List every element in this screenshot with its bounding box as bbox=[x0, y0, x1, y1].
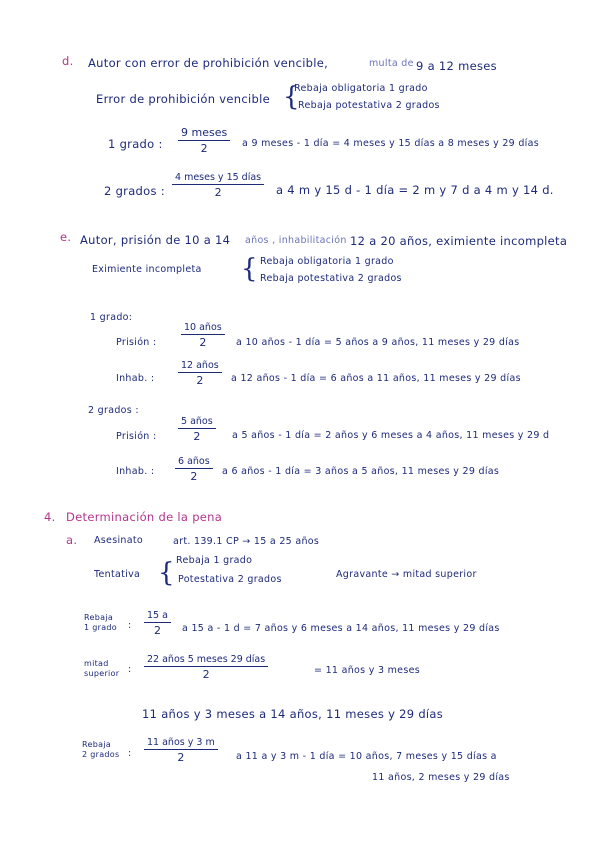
e-g1-prision-fraction bbox=[181, 322, 225, 349]
d-g2-label: 2 grados : bbox=[104, 184, 165, 198]
s4-rebaja2-result-2: 11 años, 2 meses y 29 días bbox=[372, 772, 510, 783]
e-g1-heading: 1 grado: bbox=[90, 312, 133, 323]
s4-mitad-result: = 11 años y 3 meses bbox=[314, 665, 420, 676]
e-g2-prision-result: a 5 años - 1 día = 2 años y 6 meses a 4 años, 11 meses y 29 d bbox=[232, 430, 550, 441]
d-g1-result: a 9 meses - 1 día = 4 meses y 15 días a 8 meses y 29 días bbox=[242, 138, 539, 149]
e-g2-inhab-num: 6 años bbox=[175, 456, 213, 469]
e-g2-heading: 2 grados : bbox=[88, 405, 139, 416]
e-g2-prision-label: Prisión : bbox=[116, 431, 157, 442]
e-g2-inhab-fraction bbox=[175, 456, 213, 483]
s4-mitad-den: 2 bbox=[202, 668, 210, 681]
s4-option-2: Potestativa 2 grados bbox=[178, 574, 282, 585]
e-g2-inhab-den: 2 bbox=[190, 470, 198, 483]
e-g2-prision-fraction bbox=[178, 416, 216, 443]
s4-rebaja1-num: 15 a bbox=[144, 610, 171, 623]
d-g1-den: 2 bbox=[200, 142, 208, 155]
d-title: Autor con error de prohibición vencible, bbox=[88, 56, 329, 70]
s4-tentativa-label: Tentativa bbox=[94, 569, 141, 580]
s4-number: 4. bbox=[44, 510, 56, 524]
s4-rebaja1-label-2: 1 grado bbox=[84, 623, 117, 632]
e-g2-prision-den: 2 bbox=[193, 430, 201, 443]
e-letter: e. bbox=[60, 230, 72, 244]
s4-agravante: Agravante → mitad superior bbox=[336, 569, 477, 580]
s4-a-article: art. 139.1 CP → 15 a 25 años bbox=[173, 536, 320, 547]
e-g1-inhab-fraction bbox=[178, 360, 222, 387]
e-option-1: Rebaja obligatoria 1 grado bbox=[260, 256, 394, 267]
s4-rebaja2-result-1: a 11 a y 3 m - 1 día = 10 años, 7 meses y 15 días a bbox=[236, 751, 497, 762]
s4-rebaja2-fraction bbox=[144, 737, 218, 764]
s4-rebaja2-colon: : bbox=[128, 748, 132, 759]
e-g1-inhab-num: 12 años bbox=[178, 360, 222, 373]
s4-a-letter: a. bbox=[66, 533, 78, 547]
e-g1-prision-den: 2 bbox=[199, 336, 207, 349]
s4-a-crime: Asesinato bbox=[94, 535, 143, 546]
e-title-inhab: años , inhabilitación bbox=[245, 235, 347, 246]
s4-option-1: Rebaja 1 grado bbox=[176, 555, 253, 566]
e-eximiente-label: Eximiente incompleta bbox=[92, 264, 202, 275]
s4-rebaja1-label-1: Rebaja bbox=[84, 613, 114, 622]
s4-mitad-fraction bbox=[144, 654, 268, 681]
e-g1-prision-result: a 10 años - 1 día = 5 años a 9 años, 11 meses y 29 días bbox=[236, 337, 520, 348]
s4-rebaja1-result: a 15 a - 1 d = 7 años y 6 meses a 14 años, 11 meses y 29 días bbox=[182, 623, 500, 634]
d-brace: { bbox=[283, 82, 300, 112]
e-g2-inhab-result: a 6 años - 1 día = 3 años a 5 años, 11 meses y 29 días bbox=[222, 466, 500, 477]
d-g1-label: 1 grado : bbox=[108, 137, 163, 151]
s4-rebaja2-num: 11 años y 3 m bbox=[144, 737, 218, 750]
d-title-range: 9 a 12 meses bbox=[416, 59, 497, 73]
e-g1-prision-label: Prisión : bbox=[116, 337, 157, 348]
e-g2-prision-num: 5 años bbox=[178, 416, 216, 429]
d-g2-result: a 4 m y 15 d - 1 día = 2 m y 7 d a 4 m y 14 d. bbox=[276, 183, 554, 197]
s4-mitad-label-1: mitad bbox=[84, 659, 109, 668]
e-g2-inhab-label: Inhab. : bbox=[116, 466, 155, 477]
d-g1-num: 9 meses bbox=[178, 126, 230, 141]
s4-rebaja2-label-2: 2 grados bbox=[82, 750, 120, 759]
s4-rebaja2-den: 2 bbox=[177, 751, 185, 764]
d-g2-den: 2 bbox=[214, 186, 222, 199]
s4-heading: Determinación de la pena bbox=[66, 510, 223, 524]
d-error-label: Error de prohibición vencible bbox=[96, 92, 270, 106]
s4-mitad-num: 22 años 5 meses 29 días bbox=[144, 654, 268, 667]
d-g2-fraction bbox=[172, 172, 264, 199]
d-g1-fraction bbox=[178, 126, 230, 155]
e-title-range: 12 a 20 años, eximiente incompleta bbox=[350, 234, 568, 248]
e-g1-inhab-den: 2 bbox=[196, 374, 204, 387]
s4-mitad-label-2: superior bbox=[84, 669, 120, 678]
s4-brace: { bbox=[158, 558, 175, 588]
d-option-1: Rebaja obligatoria 1 grado bbox=[294, 83, 428, 94]
d-title-multa: multa de bbox=[369, 58, 414, 69]
e-option-2: Rebaja potestativa 2 grados bbox=[260, 273, 402, 284]
d-option-2: Rebaja potestativa 2 grados bbox=[298, 100, 440, 111]
s4-mitad-colon: : bbox=[128, 664, 132, 675]
d-g2-num: 4 meses y 15 días bbox=[172, 172, 264, 185]
s4-rebaja1-colon: : bbox=[128, 620, 132, 631]
e-brace: { bbox=[241, 254, 258, 284]
e-title: Autor, prisión de 10 a 14 bbox=[80, 233, 231, 247]
e-g1-inhab-result: a 12 años - 1 día = 6 años a 11 años, 11 meses y 29 días bbox=[231, 373, 521, 384]
e-g1-prision-num: 10 años bbox=[181, 322, 225, 335]
s4-mitad-range: 11 años y 3 meses a 14 años, 11 meses y 29 días bbox=[142, 707, 444, 721]
d-letter: d. bbox=[62, 54, 74, 68]
e-g1-inhab-label: Inhab. : bbox=[116, 373, 155, 384]
s4-rebaja2-label-1: Rebaja bbox=[82, 740, 112, 749]
s4-rebaja1-fraction bbox=[144, 610, 171, 637]
s4-rebaja1-den: 2 bbox=[153, 624, 161, 637]
